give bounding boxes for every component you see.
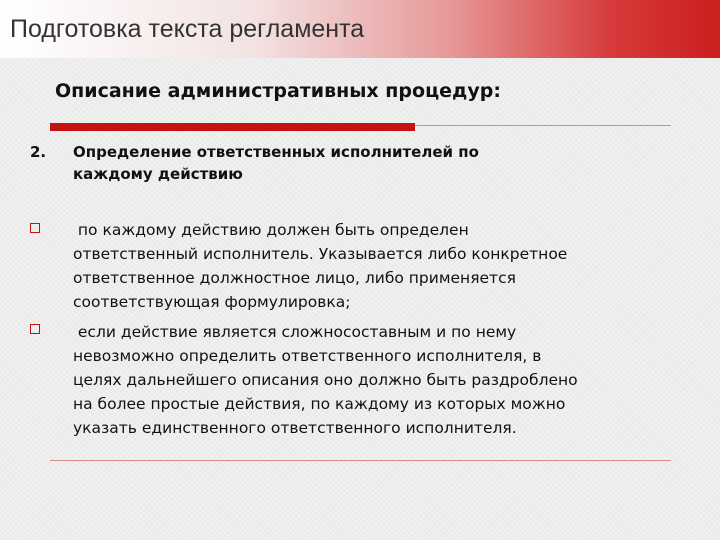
square-bullet-icon [30, 223, 40, 233]
item-heading-line: каждому действию [73, 165, 243, 183]
item-heading-line: Определение ответственных исполнителей по [73, 143, 479, 161]
bullet-line: по каждому действию должен быть определен [73, 221, 469, 239]
slide-title: Подготовка текста регламента [10, 15, 365, 43]
bullet-line: целях дальнейшего описания оно должно быть раздроблено [73, 371, 578, 389]
bullet-line: указать единственного ответственного исполнителя. [73, 419, 517, 437]
item-number: 2. [30, 143, 47, 161]
bullet-text [73, 218, 713, 314]
thin-divider [415, 125, 671, 126]
bullet-line: ответственное должностное лицо, либо применяется [73, 269, 516, 287]
bullet-line: невозможно определить ответственного исполнителя, в [73, 347, 542, 365]
bullet-line: ответственный исполнитель. Указывается либо конкретное [73, 245, 568, 263]
square-bullet-icon [30, 324, 40, 334]
bullet-text [73, 320, 713, 440]
bullet-line: соответствующая формулировка; [73, 293, 351, 311]
red-divider [50, 123, 415, 131]
section-subtitle: Описание административных процедур: [55, 80, 501, 102]
bullet-line: на более простые действия, по каждому из которых можно [73, 395, 566, 413]
bullet-line: если действие является сложносоставным и по нему [73, 323, 517, 341]
bottom-divider [50, 460, 671, 461]
item-heading [73, 141, 633, 185]
